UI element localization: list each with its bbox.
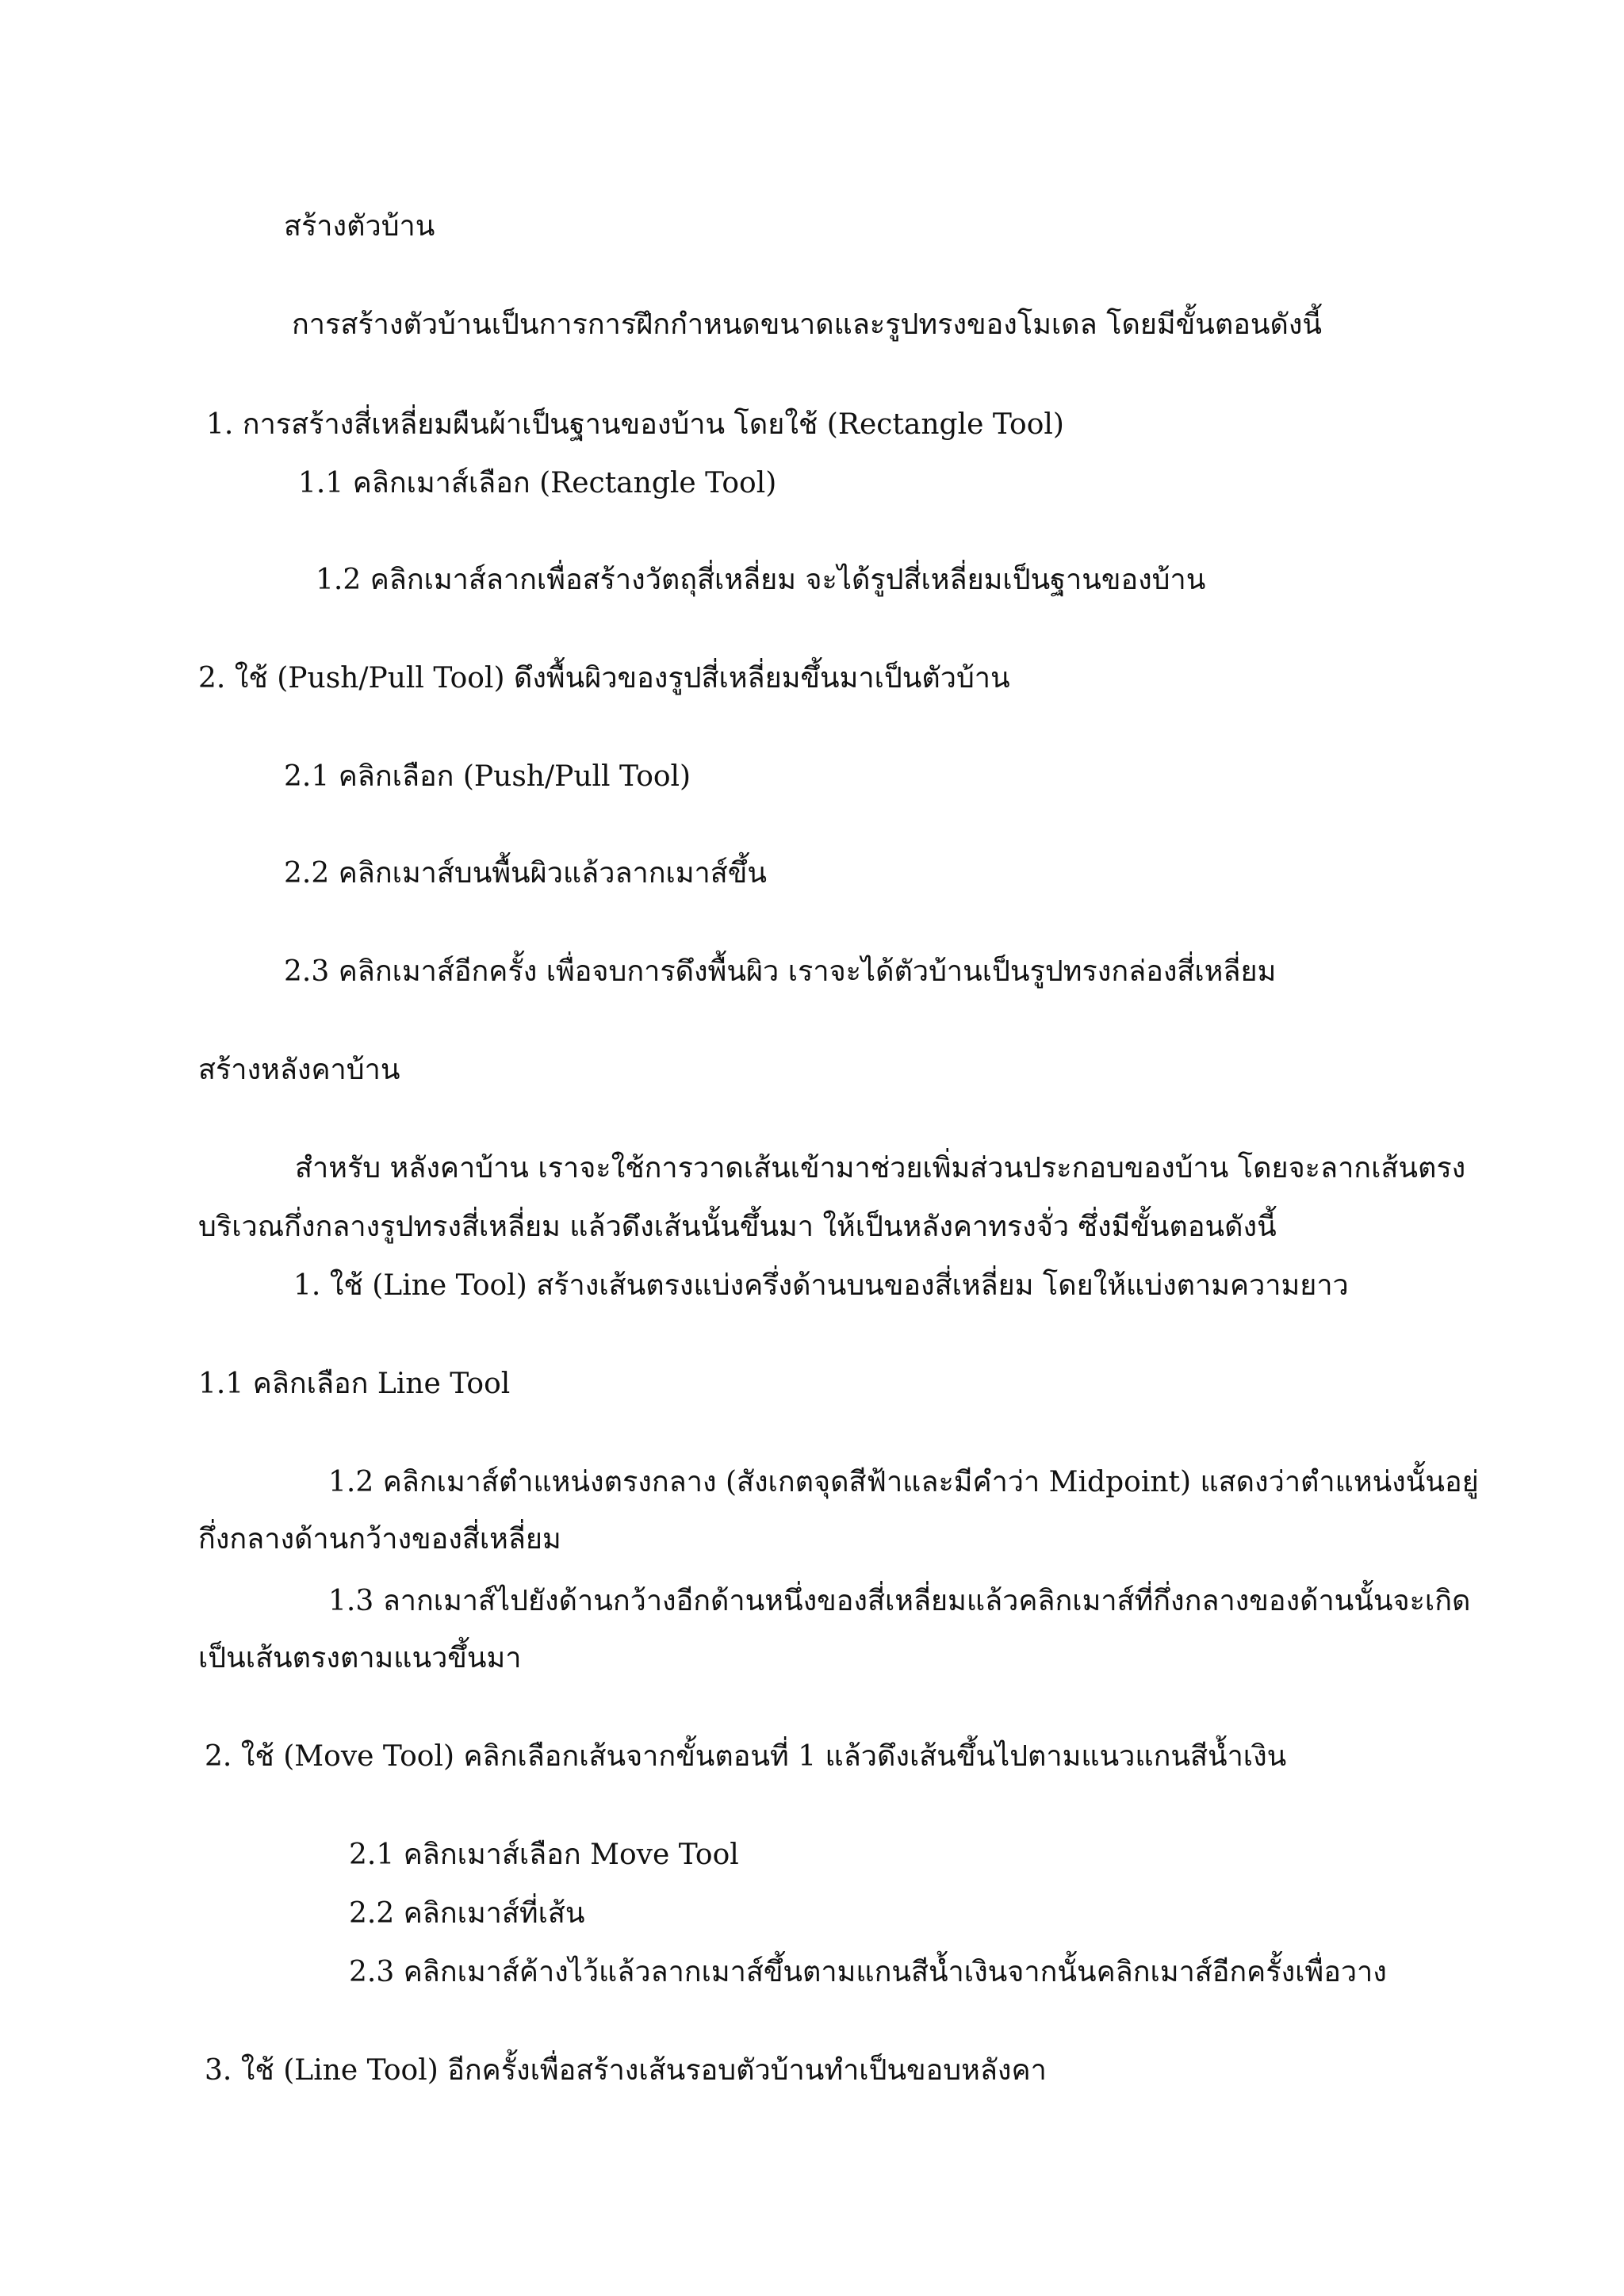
house-step-2-1: 2.1 คลิกเลือก (Push/Pull Tool) [284,760,691,793]
house-step-1-1: 1.1 คลิกเมาส์เลือก (Rectangle Tool) [298,467,777,499]
house-step-1: 1. การสร้างสี่เหลี่ยมผืนผ้าเป็นฐานของบ้าน โดยใช้ (Rectangle Tool) [206,408,1064,441]
roof-intro-line-2: บริเวณกึ่งกลางรูปทรงสี่เหลี่ยม แล้วดึงเส้นนั้นขึ้นมา ให้เป็นหลังคาทรงจั่ว ซึ่งมีขั้นตอนดังนี้ [198,1211,1277,1243]
roof-step-3: 3. ใช้ (Line Tool) อีกครั้งเพื่อสร้างเส้นรอบตัวบ้านทำเป็นขอบหลังคา [205,2054,1047,2087]
roof-step-1-3-line-2: เป็นเส้นตรงตามแนวขึ้นมา [198,1642,522,1674]
roof-step-1-3-line-1: 1.3 ลากเมาส์ไปยังด้านกว้างอีกด้านหนึ่งของสี่เหลี่ยมแล้วคลิกเมาส์ที่กึ่งกลางของด้านนั้นจะเกิด [328,1585,1471,1617]
roof-step-1-2-line-1: 1.2 คลิกเมาส์ตำแหน่งตรงกลาง (สังเกตจุดสีฟ้าและมีคำว่า Midpoint) แสดงว่าตำแหน่งนั้นอยู่ [328,1466,1479,1498]
house-step-2-3: 2.3 คลิกเมาส์อีกครั้ง เพื่อจบการดึงพื้นผิว เราจะได้ตัวบ้านเป็นรูปทรงกล่องสี่เหลี่ยม [284,955,1277,988]
house-step-1-2: 1.2 คลิกเมาส์ลากเพื่อสร้างวัตถุสี่เหลี่ยม จะได้รูปสี่เหลี่ยมเป็นฐานของบ้าน [316,564,1206,596]
house-body-intro: การสร้างตัวบ้านเป็นการการฝึกกำหนดขนาดและรูปทรงของโมเดล โดยมีขั้นตอนดังนี้ [292,308,1323,341]
heading-roof: สร้างหลังคาบ้าน [198,1054,400,1086]
roof-intro-line-1: สำหรับ หลังคาบ้าน เราจะใช้การวาดเส้นเข้ามาช่วยเพิ่มส่วนประกอบของบ้าน โดยจะลากเส้นตรง [295,1152,1466,1184]
roof-step-2-1: 2.1 คลิกเมาส์เลือก Move Tool [349,1839,739,1871]
roof-step-2: 2. ใช้ (Move Tool) คลิกเลือกเส้นจากขั้นตอนที่ 1 แล้วดึงเส้นขึ้นไปตามแนวแกนสีน้ำเงิน [205,1740,1287,1773]
house-step-2: 2. ใช้ (Push/Pull Tool) ดึงพื้นผิวของรูปสี่เหลี่ยมขึ้นมาเป็นตัวบ้าน [198,662,1010,695]
heading-house-body: สร้างตัวบ้าน [284,210,435,243]
roof-step-2-2: 2.2 คลิกเมาส์ที่เส้น [349,1897,585,1930]
roof-step-1: 1. ใช้ (Line Tool) สร้างเส้นตรงแบ่งครึ่งด้านบนของสี่เหลี่ยม โดยให้แบ่งตามความยาว [293,1269,1349,1302]
house-step-2-2: 2.2 คลิกเมาส์บนพื้นผิวแล้วลากเมาส์ขึ้น [284,857,767,890]
roof-step-1-2-line-2: กึ่งกลางด้านกว้างของสี่เหลี่ยม [198,1523,561,1556]
roof-step-1-1: 1.1 คลิกเลือก Line Tool [198,1368,511,1400]
roof-step-2-3: 2.3 คลิกเมาส์ค้างไว้แล้วลากเมาส์ขึ้นตามแกนสีน้ำเงินจากนั้นคลิกเมาส์อีกครั้งเพื่อวาง [349,1956,1387,1988]
